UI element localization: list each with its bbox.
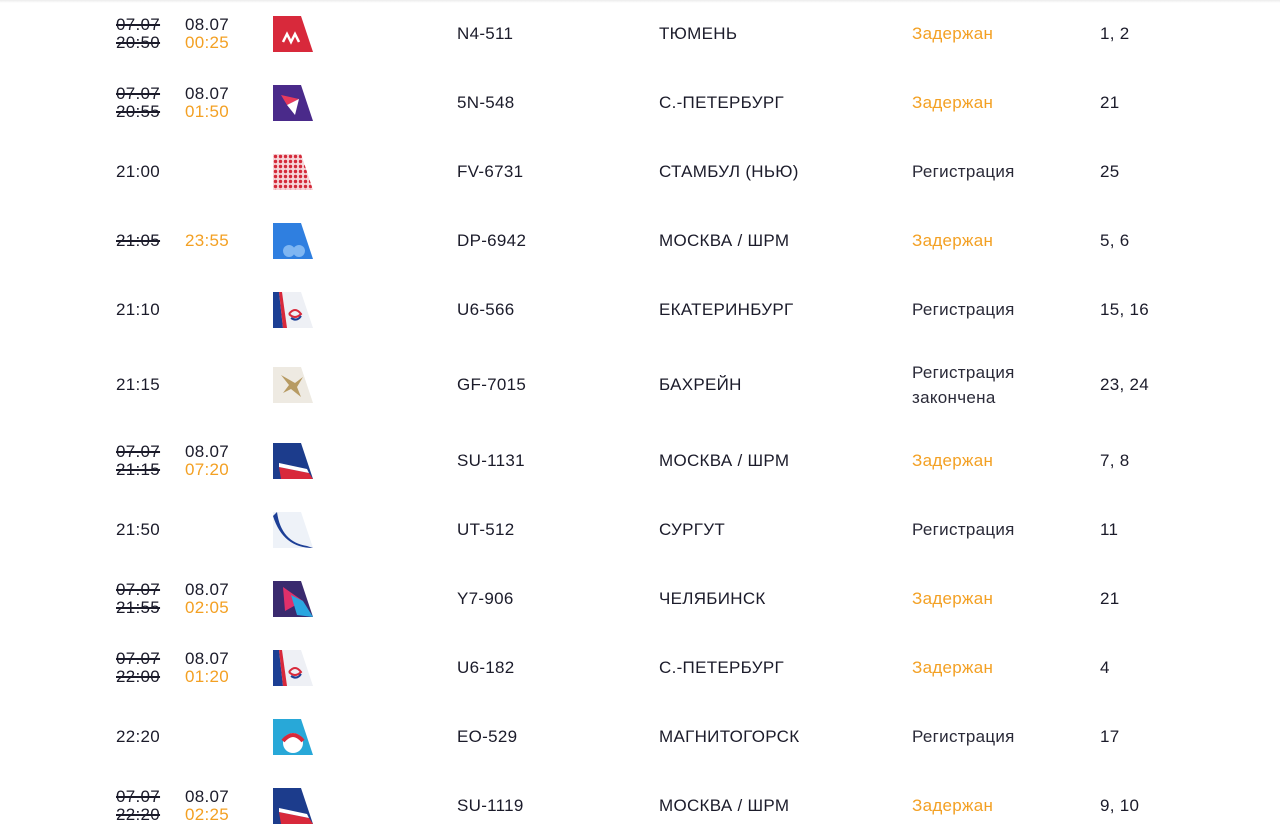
destination: МАГНИТОГОРСК bbox=[659, 726, 800, 746]
flight-number: U6-182 bbox=[457, 657, 515, 677]
scheduled-time-cell bbox=[116, 633, 184, 702]
old-date: 07.07 bbox=[116, 15, 161, 34]
destination: С.-ПЕТЕРБУРГ bbox=[659, 92, 784, 112]
airline-logo-cell bbox=[273, 68, 313, 137]
time: 21:00 bbox=[116, 161, 161, 181]
status-badge: Задержан bbox=[912, 24, 994, 43]
nordwind-tail-icon bbox=[273, 16, 313, 52]
aeroflot-tail-icon bbox=[273, 788, 313, 824]
scheduled-time-cell bbox=[116, 68, 184, 137]
flight-number: SU-1119 bbox=[457, 795, 524, 815]
old-time: 21:15 bbox=[116, 459, 161, 479]
new-date: 08.07 bbox=[185, 786, 230, 806]
new-time: 02:25 bbox=[185, 804, 230, 824]
flight-row[interactable] bbox=[0, 68, 1280, 137]
new-time: 02:05 bbox=[185, 597, 230, 617]
checkin-desks: 21 bbox=[1100, 92, 1120, 112]
scheduled-time-cell bbox=[116, 206, 184, 275]
checkin-desks: 15, 16 bbox=[1100, 299, 1150, 319]
status-badge: Задержан bbox=[912, 657, 994, 677]
flight-number: 5N-548 bbox=[457, 92, 515, 112]
flight-row[interactable] bbox=[0, 495, 1280, 564]
new-time: 07:20 bbox=[185, 459, 230, 479]
flight-number: DP-6942 bbox=[457, 230, 527, 250]
status-badge bbox=[912, 344, 1092, 426]
old-time: 20:55 bbox=[116, 101, 161, 121]
checkin-desks: 9, 10 bbox=[1100, 795, 1140, 815]
flight-row[interactable] bbox=[0, 564, 1280, 633]
flight-number: N4-511 bbox=[457, 24, 514, 43]
airline-logo-cell bbox=[273, 0, 313, 68]
destination: С.-ПЕТЕРБУРГ bbox=[659, 657, 784, 677]
new-date: 08.07 bbox=[185, 648, 230, 668]
old-date: 07.07 bbox=[116, 441, 161, 461]
flight-number: FV-6731 bbox=[457, 161, 524, 181]
new-time-cell bbox=[185, 426, 265, 495]
destination: МОСКВА / ШРМ bbox=[659, 450, 790, 470]
time: 22:20 bbox=[116, 726, 161, 746]
new-date: 08.07 bbox=[185, 579, 230, 599]
old-time: 21:05 bbox=[116, 230, 161, 250]
flight-row[interactable] bbox=[0, 275, 1280, 344]
rossiya-tail-icon bbox=[273, 154, 313, 190]
scheduled-time-cell bbox=[116, 426, 184, 495]
destination: СУРГУТ bbox=[659, 519, 726, 539]
airline-logo-cell bbox=[273, 702, 313, 771]
gulf-air-tail-icon bbox=[273, 367, 313, 403]
time: 21:10 bbox=[116, 299, 161, 319]
new-date: 08.07 bbox=[185, 441, 230, 461]
checkin-desks: 1, 2 bbox=[1100, 24, 1130, 43]
flight-number: UT-512 bbox=[457, 519, 515, 539]
flight-number: EO-529 bbox=[457, 726, 518, 746]
status-badge: Задержан bbox=[912, 795, 994, 815]
status-badge: Регистрация bbox=[912, 520, 1015, 539]
flight-row[interactable] bbox=[0, 771, 1280, 840]
old-date: 07.07 bbox=[116, 648, 161, 668]
flight-number: U6-566 bbox=[457, 299, 515, 319]
status-badge: Регистрация bbox=[912, 162, 1015, 181]
airline-logo-cell bbox=[273, 206, 313, 275]
airline-logo-cell bbox=[273, 495, 313, 564]
new-time: 01:20 bbox=[185, 666, 230, 686]
flight-number: Y7-906 bbox=[457, 588, 514, 608]
airline-logo-cell bbox=[273, 771, 313, 840]
destination: БАХРЕЙН bbox=[659, 375, 742, 394]
airline-logo-cell bbox=[273, 633, 313, 702]
checkin-desks: 11 bbox=[1100, 519, 1119, 539]
old-time: 22:20 bbox=[116, 804, 161, 824]
new-date: 08.07 bbox=[185, 15, 230, 34]
destination: СТАМБУЛ (НЬЮ) bbox=[659, 161, 799, 181]
checkin-desks: 4 bbox=[1100, 657, 1110, 677]
aeroflot-tail-icon bbox=[273, 443, 313, 479]
new-time: 01:50 bbox=[185, 101, 230, 121]
scheduled-time-cell bbox=[116, 564, 184, 633]
pobeda-tail-icon bbox=[273, 223, 313, 259]
flight-number: GF-7015 bbox=[457, 375, 527, 394]
ural-tail-icon bbox=[273, 292, 313, 328]
status-line: закончена bbox=[912, 388, 996, 407]
flight-row[interactable] bbox=[0, 633, 1280, 702]
old-date: 07.07 bbox=[116, 786, 161, 806]
checkin-desks: 23, 24 bbox=[1100, 375, 1150, 394]
destination: ЧЕЛЯБИНСК bbox=[659, 588, 766, 608]
airline-logo-cell bbox=[273, 564, 313, 633]
old-date: 07.07 bbox=[116, 579, 161, 599]
old-date: 07.07 bbox=[116, 83, 161, 103]
new-time-cell bbox=[185, 771, 265, 840]
scat-tail-icon bbox=[273, 85, 313, 121]
flight-number: SU-1131 bbox=[457, 450, 525, 470]
new-date: 08.07 bbox=[185, 83, 230, 103]
new-time: 00:25 bbox=[185, 33, 230, 52]
destination: МОСКВА / ШРМ bbox=[659, 230, 790, 250]
time: 21:50 bbox=[116, 519, 161, 539]
utair-tail-icon bbox=[273, 512, 313, 548]
airline-logo-cell bbox=[273, 426, 313, 495]
ural-tail-icon bbox=[273, 650, 313, 686]
status-line: Регистрация bbox=[912, 363, 1015, 382]
status-badge: Регистрация bbox=[912, 727, 1015, 746]
flight-row[interactable] bbox=[0, 426, 1280, 495]
destination: ЕКАТЕРИНБУРГ bbox=[659, 299, 794, 319]
old-time: 20:50 bbox=[116, 33, 161, 52]
status-badge: Задержан bbox=[912, 450, 994, 470]
new-time-cell bbox=[185, 0, 265, 68]
checkin-desks: 7, 8 bbox=[1100, 450, 1130, 470]
status-badge: Задержан bbox=[912, 92, 994, 112]
airline-logo-cell bbox=[273, 275, 313, 344]
checkin-desks: 25 bbox=[1100, 161, 1120, 181]
flight-row[interactable] bbox=[0, 344, 1280, 426]
status-badge: Задержан bbox=[912, 588, 994, 608]
flight-row[interactable] bbox=[0, 702, 1280, 771]
checkin-desks: 21 bbox=[1100, 588, 1120, 608]
old-time: 21:55 bbox=[116, 597, 161, 617]
scheduled-time-cell bbox=[116, 0, 184, 68]
status-badge: Регистрация bbox=[912, 300, 1015, 319]
checkin-desks: 5, 6 bbox=[1100, 230, 1130, 250]
flight-row[interactable] bbox=[0, 0, 1280, 68]
new-time-cell bbox=[185, 564, 265, 633]
new-time-cell bbox=[185, 68, 265, 137]
pegas-tail-icon bbox=[273, 719, 313, 755]
new-time-cell bbox=[185, 633, 265, 702]
flight-row[interactable] bbox=[0, 137, 1280, 206]
new-time: 23:55 bbox=[185, 230, 230, 250]
airline-logo-cell bbox=[273, 344, 313, 426]
time: 21:15 bbox=[116, 375, 161, 394]
scheduled-time-cell bbox=[116, 771, 184, 840]
red-wings-tail-icon bbox=[273, 581, 313, 617]
status-badge: Задержан bbox=[912, 230, 994, 250]
destination: ТЮМЕНЬ bbox=[659, 24, 738, 43]
checkin-desks: 17 bbox=[1100, 726, 1120, 746]
airline-logo-cell bbox=[273, 137, 313, 206]
old-time: 22:00 bbox=[116, 666, 161, 686]
flight-row[interactable] bbox=[0, 206, 1280, 275]
destination: МОСКВА / ШРМ bbox=[659, 795, 790, 815]
